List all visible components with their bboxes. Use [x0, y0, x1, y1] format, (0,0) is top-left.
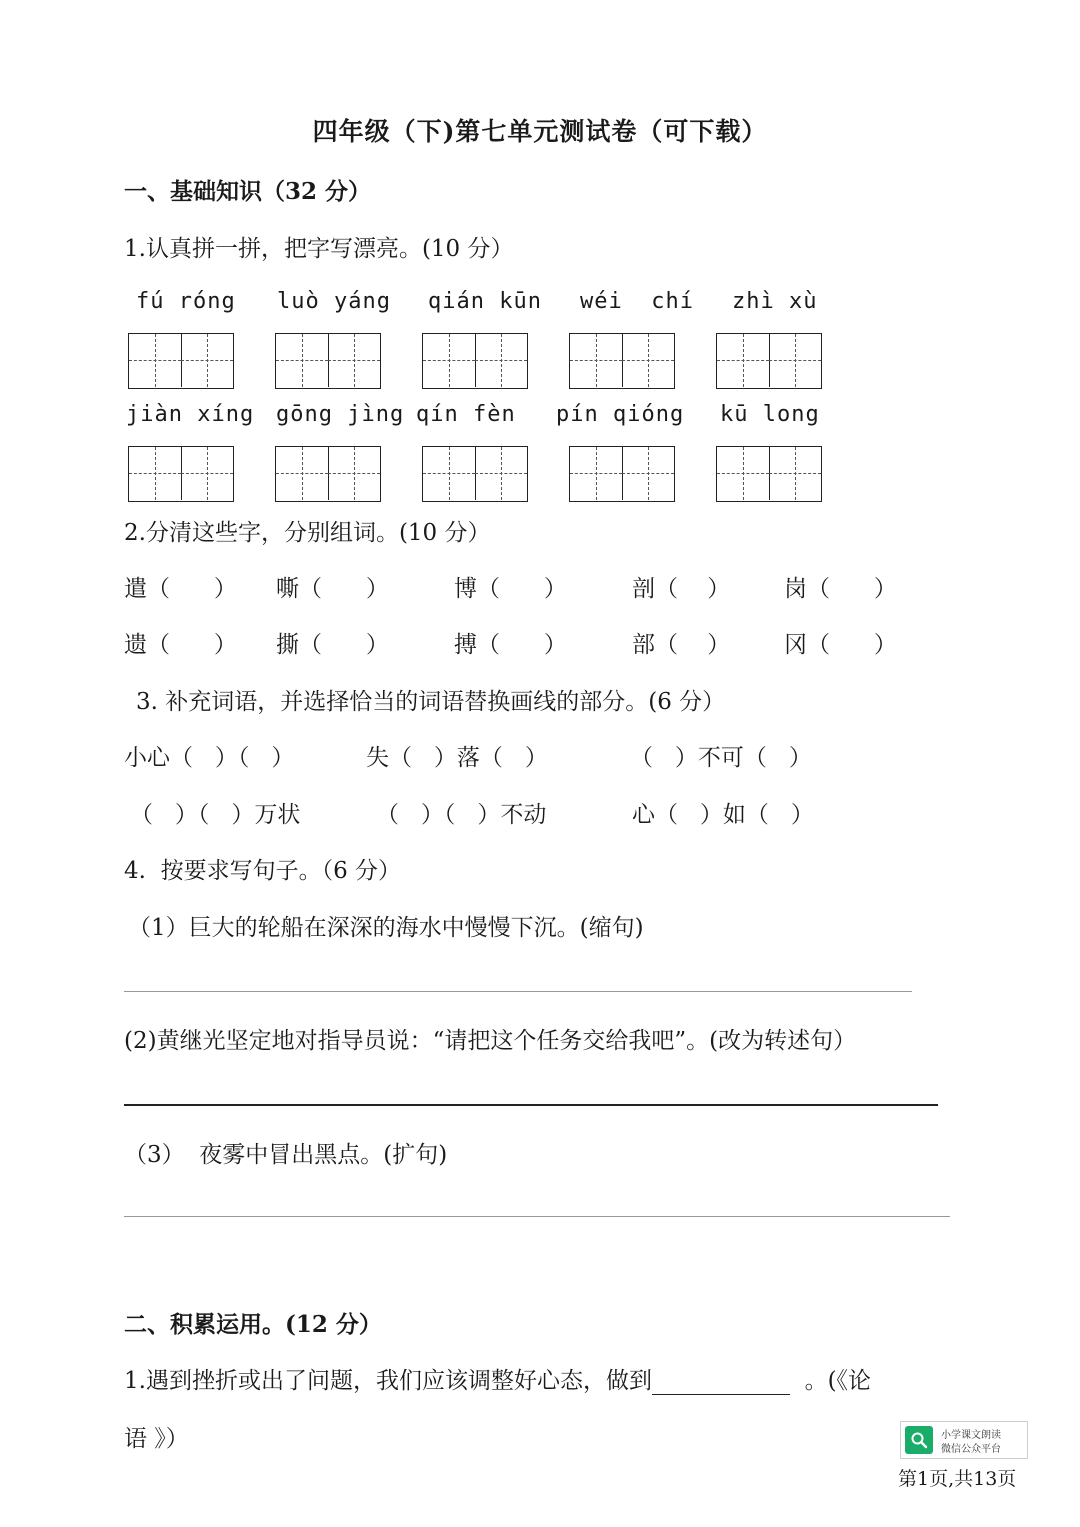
- writing-grid[interactable]: [275, 333, 381, 389]
- pinyin-4: wéi chí: [580, 289, 694, 314]
- question-1-text: 1.认真拼一拼，把字写漂亮。(10 分）: [124, 236, 514, 262]
- idiom-item: 小心（ ）（ ）: [124, 745, 295, 771]
- question-text-after: 。(《论: [789, 1368, 872, 1394]
- section-2-heading: 二、积累运用。(12 分）: [124, 1311, 382, 1338]
- pinyin-9: pín qióng: [556, 402, 685, 427]
- badge-line-1: 小学课文朗读: [941, 1430, 1001, 1441]
- sentence-2: (2)黄继光坚定地对指导员说：“请把这个任务交给我吧”。(改为转述句）: [124, 1028, 857, 1054]
- pinyin-7: gōng jìng: [276, 402, 405, 427]
- search-icon: [905, 1426, 933, 1454]
- answer-line-3[interactable]: [124, 1216, 950, 1217]
- word-item: 嘶（ ）: [276, 576, 389, 602]
- word-item: 部（ ）: [632, 632, 731, 658]
- writing-grid[interactable]: [128, 333, 234, 389]
- writing-grid[interactable]: [128, 446, 234, 502]
- wechat-badge: [900, 1421, 1028, 1459]
- page-number: 第1页,共13页: [898, 1468, 1017, 1490]
- writing-grid[interactable]: [422, 446, 528, 502]
- idiom-item: （ ）不可（ ）: [630, 745, 812, 771]
- pinyin-10: kū long: [720, 402, 820, 427]
- section-1-heading: 一、基础知识（32 分）: [124, 178, 372, 205]
- writing-grid[interactable]: [716, 333, 822, 389]
- writing-grid[interactable]: [275, 446, 381, 502]
- page-title: 四年级（下)第七单元测试卷（可下载）: [312, 117, 768, 146]
- idiom-item: 失（ ）落（ ）: [366, 745, 548, 771]
- writing-grid[interactable]: [422, 333, 528, 389]
- answer-line-2[interactable]: [124, 1104, 938, 1106]
- pinyin-1: fú róng: [136, 289, 236, 314]
- idiom-item: （ ）（ ）不动: [376, 802, 547, 828]
- idiom-item: （ ）（ ）万状: [130, 802, 301, 828]
- answer-line-1[interactable]: [124, 991, 912, 992]
- word-item: 岗（ ）: [784, 576, 897, 602]
- writing-grid[interactable]: [569, 333, 675, 389]
- idiom-item: 心（ ）如（ ）: [632, 802, 814, 828]
- word-item: 遣（ ）: [124, 576, 237, 602]
- word-item: 搏（ ）: [454, 632, 567, 658]
- section-2-question-1: [124, 1362, 871, 1395]
- question-4-text: 4. 按要求写句子。（6 分）: [124, 858, 402, 884]
- pinyin-3: qián kūn: [428, 289, 542, 314]
- word-item: 博（ ）: [454, 576, 567, 602]
- pinyin-2: luò yáng: [277, 289, 391, 314]
- word-item: 冈（ ）: [784, 632, 897, 658]
- badge-line-2: 微信公众平台: [941, 1444, 1001, 1455]
- writing-grid[interactable]: [569, 446, 675, 502]
- sentence-1: （1）巨大的轮船在深深的海水中慢慢下沉。(缩句): [128, 915, 644, 941]
- question-text-before: 1.遇到挫折或出了问题，我们应该调整好心态，做到: [124, 1368, 652, 1394]
- sentence-3: （3） 夜雾中冒出黑点。(扩句): [124, 1142, 448, 1168]
- pinyin-6: jiàn xíng: [126, 402, 255, 427]
- pinyin-5: zhì xù: [732, 289, 818, 314]
- question-2-text: 2.分清这些字，分别组词。(10 分）: [124, 520, 491, 546]
- writing-grid[interactable]: [716, 446, 822, 502]
- question-3-text: 3. 补充词语，并选择恰当的词语替换画线的部分。(6 分）: [136, 689, 726, 715]
- section-2-question-1-cont: 语 》）: [124, 1426, 189, 1452]
- pinyin-8: qín fèn: [416, 402, 516, 427]
- fill-blank[interactable]: [652, 1372, 790, 1395]
- word-item: 撕（ ）: [276, 632, 389, 658]
- word-item: 遗（ ）: [124, 632, 237, 658]
- word-item: 剖（ ）: [632, 576, 731, 602]
